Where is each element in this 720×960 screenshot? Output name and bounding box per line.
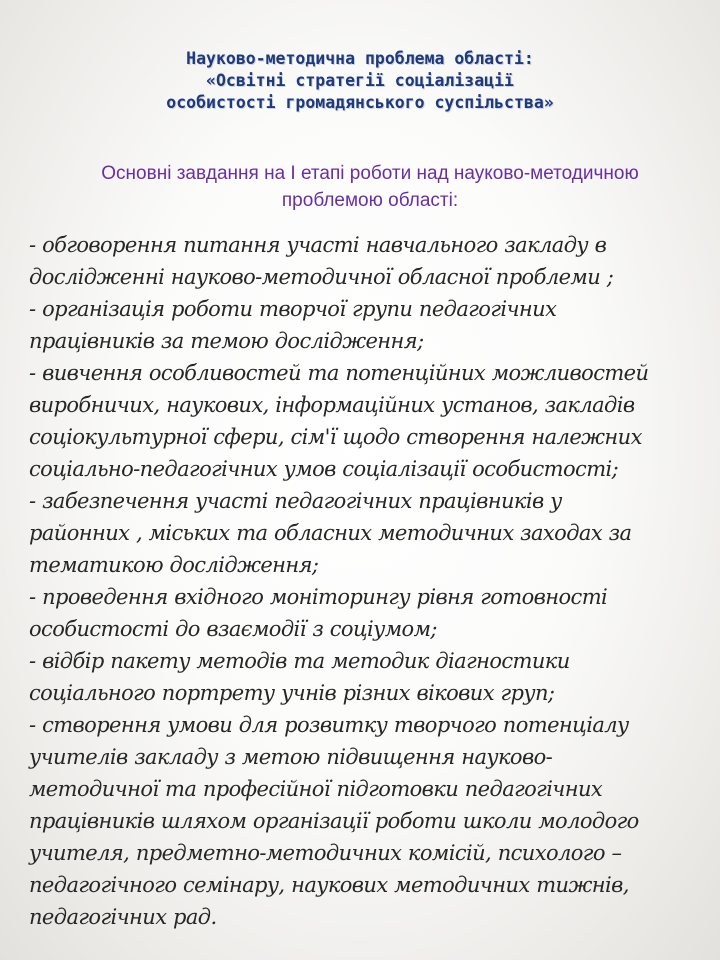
- slide-title: [0, 48, 720, 114]
- task-line: - створення умови для розвитку творчого потенціалу: [29, 713, 629, 737]
- task-line: дослідженні науково-методичної обласної проблеми ;: [29, 265, 614, 289]
- section-subheading: [40, 160, 700, 214]
- task-line: педагогічного семінару, наукових методичних тижнів,: [29, 873, 629, 897]
- task-item: [29, 645, 709, 709]
- task-line: соціального портрету учнів різних вікових груп;: [29, 681, 555, 705]
- task-line: працівників шляхом організації роботи школи молодого: [29, 809, 639, 833]
- task-item: [29, 581, 709, 645]
- task-item: [29, 357, 709, 485]
- task-line: учителів закладу з метою підвищення науково-: [29, 745, 553, 769]
- subheading-line: проблемою області:: [281, 190, 459, 211]
- task-line: - організація роботи творчої групи педагогічних: [29, 297, 557, 321]
- task-line: методичної та професійної підготовки педагогічних: [29, 777, 603, 801]
- task-line: учителя, предметно-методичних комісій, психолого –: [29, 841, 622, 865]
- task-line: - проведення вхідного моніторингу рівня готовності: [29, 585, 608, 609]
- task-list: [29, 229, 709, 933]
- task-line: педагогічних рад.: [29, 905, 217, 929]
- task-line: соціально-педагогічних умов соціалізації особистості;: [29, 457, 619, 481]
- task-item: [29, 229, 709, 293]
- task-line: особистості до взаємодії з соціумом;: [29, 617, 437, 641]
- task-line: виробничих, наукових, інформаційних установ, закладів: [29, 393, 635, 417]
- task-item: [29, 293, 709, 357]
- slide-title-line: Науково-методична проблема області:: [186, 49, 534, 68]
- slide-title-line: особистості громадянського суспільства»: [166, 93, 554, 112]
- subheading-line: Основні завдання на І етапі роботи над науково-методичною: [101, 163, 639, 184]
- task-line: тематикою дослідження;: [29, 553, 319, 577]
- task-line: - обговорення питання участі навчального закладу в: [29, 233, 607, 257]
- task-line: - забезпечення участі педагогічних працівників у: [29, 489, 562, 513]
- task-item: [29, 709, 709, 933]
- task-line: соціокультурної сфери, сім'ї щодо створення належних: [29, 425, 642, 449]
- task-item: [29, 485, 709, 581]
- task-line: працівників за темою дослідження;: [29, 329, 424, 353]
- slide-title-line: «Освітні стратегії соціалізації: [206, 71, 514, 90]
- task-line: районних , міських та обласних методичних заходах за: [29, 521, 632, 545]
- task-line: - відбір пакету методів та методик діагностики: [29, 649, 570, 673]
- task-line: - вивчення особливостей та потенційних можливостей: [29, 361, 649, 385]
